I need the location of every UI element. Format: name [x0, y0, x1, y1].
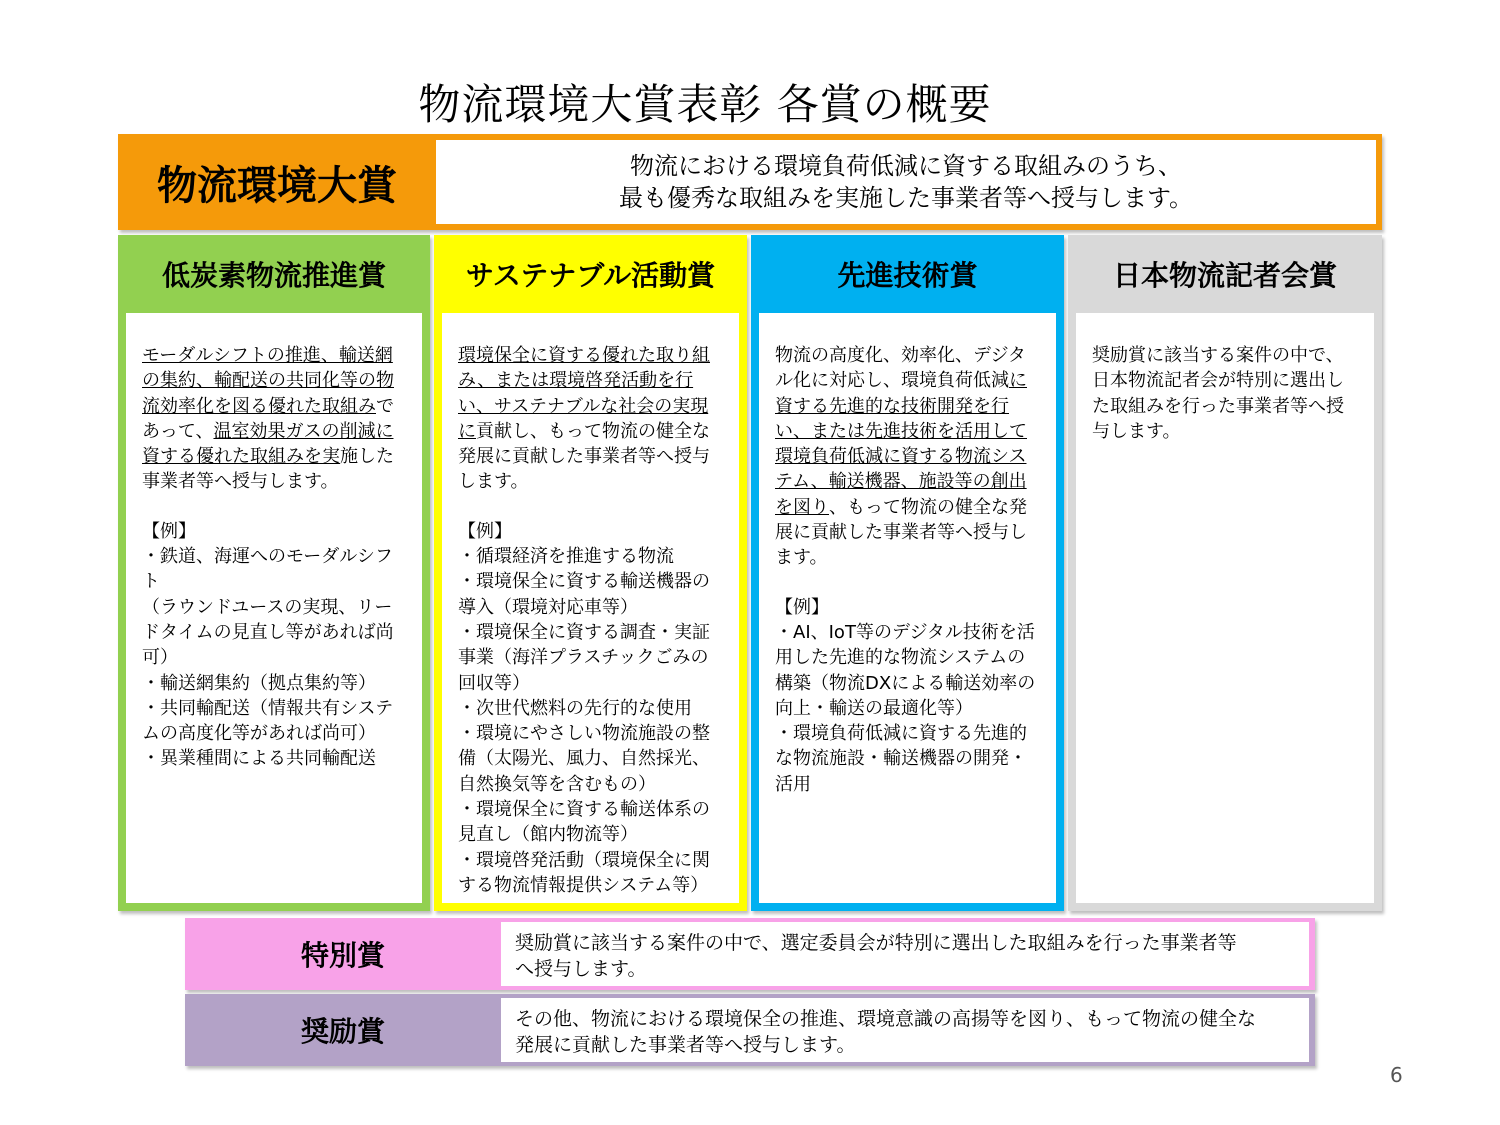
award-advanced-tech-examples: ・AI、IoT等のデジタル技術を活用した先進的な物流システムの構築（物流DXによる輸送効率の向上・輸送の最適化等） ・環境負荷低減に資する先進的な物流施設・輸送機器の開発・活用 — [775, 621, 1036, 795]
award-low-carbon-panel — [118, 235, 430, 911]
award-low-carbon-body — [126, 313, 422, 903]
encouragement-prize-description: その他、物流における環境保全の推進、環境意識の高揚等を図り、もって物流の健全な 発展に貢献した事業者等へ授与します。 — [501, 998, 1309, 1062]
award-low-carbon-desc-underlined: モーダルシフトの推進、輸送網の集約、輸配送の共同化等の物流効率化を図る優れた取組み — [142, 345, 394, 417]
grand-prize-description: 物流における環境負荷低減に資する取組みのうち、 最も優秀な取組みを実施した事業者等へ授与します。 — [436, 140, 1376, 224]
award-sustainable-example-heading: 【例】 — [458, 520, 512, 542]
award-press-body — [1076, 313, 1374, 903]
grand-prize-panel — [118, 134, 1382, 230]
award-low-carbon-desc-mid: であって、 — [142, 395, 394, 442]
award-sustainable-title: サステナブル活動賞 — [465, 259, 716, 292]
encouragement-prize-name: 奨励賞 — [300, 1015, 385, 1048]
award-low-carbon-desc-underlined-2: 温室効果ガスの削減に資する優れた取組みを実 — [142, 420, 394, 468]
award-low-carbon-title: 低炭素物流推進賞 — [161, 259, 386, 292]
award-sustainable-panel — [434, 235, 747, 911]
award-sustainable-desc-underlined: 環境保全に資する優れた取り組み、または環境啓発活動を行い、サステナブルな社会の実現に — [458, 345, 710, 442]
award-advanced-tech-title: 先進技術賞 — [837, 259, 978, 292]
award-press-panel — [1068, 235, 1382, 911]
page-number: 6 — [1390, 1063, 1403, 1087]
award-press-title: 日本物流記者会賞 — [1112, 259, 1337, 292]
award-sustainable-desc-rest: 貢献し、もって物流の健全な発展に貢献した事業者等へ授与します。 — [458, 420, 710, 493]
award-advanced-tech-desc-plain: 物流の高度化、効率化、デジタル化に対応し、環境負荷低減 — [775, 345, 1026, 392]
special-prize-panel — [185, 918, 1315, 990]
award-sustainable-examples: ・循環経済を推進する物流 ・環境保全に資する輸送機器の導入（環境対応車等） ・環境保全に資する調査・実証事業（海洋プラスチックごみの回収等） ・次世代燃料の先行的な使用 ・環境にやさしい物流施設の整備（太陽光、風力、自然採光、自然換気等を含むもの） ・環境保全に資する輸送体系の見直し（館内物流等） ・環境啓発活動（環境保全に関する物流情報提供システム等） — [458, 546, 710, 896]
encouragement-prize-panel — [185, 994, 1315, 1066]
award-advanced-tech-panel — [751, 235, 1064, 911]
special-prize-name: 特別賞 — [300, 939, 385, 972]
award-advanced-tech-example-heading: 【例】 — [775, 596, 829, 618]
page-title: 物流環境大賞表彰 各賞の概要 — [418, 80, 992, 129]
grand-prize-name: 物流環境大賞 — [157, 162, 397, 209]
award-advanced-tech-body — [759, 313, 1056, 903]
award-sustainable-body — [442, 313, 739, 903]
award-advanced-tech-desc-underlined: に資する先進的な技術開発を行い、または先進技術を活用して環境負荷低減に資する物流システム、輸送機器、施設等の創出を図り — [775, 370, 1027, 518]
award-advanced-tech-desc-rest: 、もって物流の健全な発展に貢献した事業者等へ授与します。 — [775, 496, 1027, 569]
special-prize-description: 奨励賞に該当する案件の中で、選定委員会が特別に選出した取組みを行った事業者等 へ授与します。 — [501, 922, 1309, 986]
award-low-carbon-desc-rest: 施した事業者等へ授与します。 — [142, 446, 394, 493]
award-low-carbon-examples: ・鉄道、海運へのモーダルシフト （ラウンドユースの実現、リードタイムの見直し等があれば尚可） ・輸送網集約（拠点集約等） ・共同輸配送（情報共有システムの高度化等があれば尚可） ・異業種間による共同輸配送 — [142, 546, 394, 770]
award-press-description: 奨励賞に該当する案件の中で、日本物流記者会が特別に選出した取組みを行った事業者等へ授与します。 — [1092, 345, 1344, 442]
award-low-carbon-example-heading: 【例】 — [142, 520, 196, 542]
